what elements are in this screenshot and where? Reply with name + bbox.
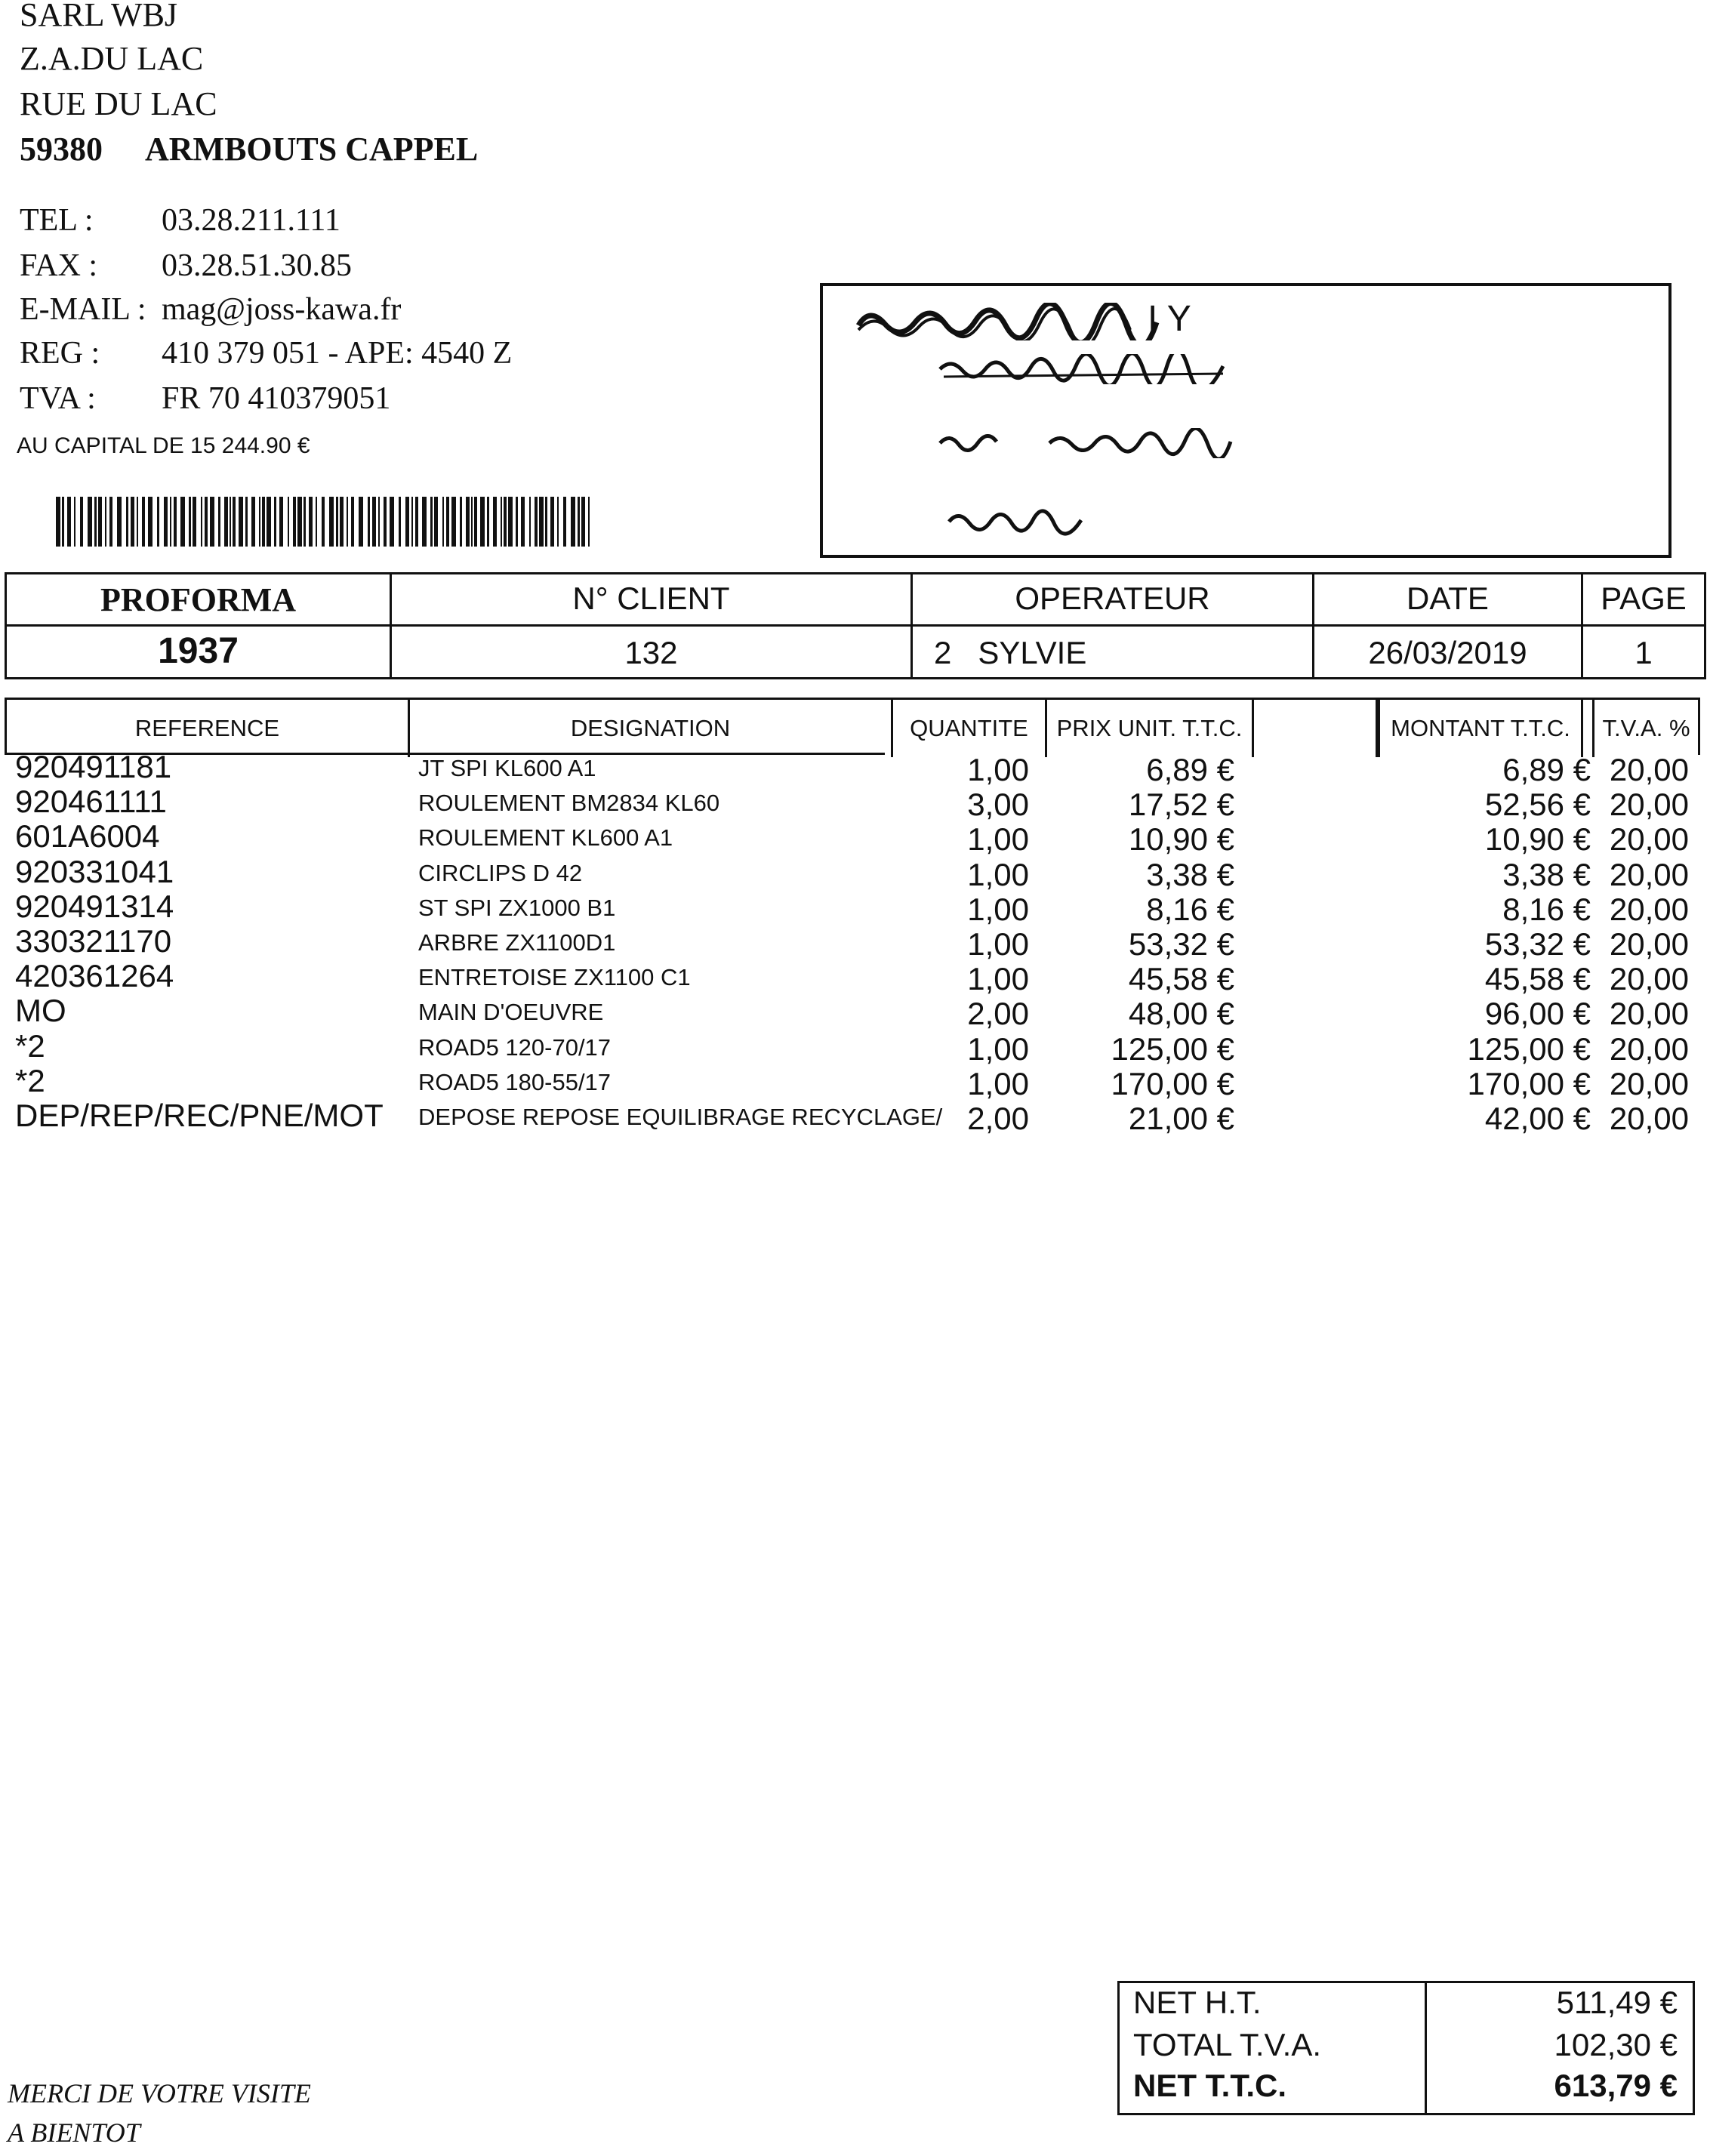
header-col-page xyxy=(1583,574,1704,677)
tva-cell: 20,00 xyxy=(1609,1101,1689,1136)
reference-cell: *2 xyxy=(15,1062,45,1098)
quantity-cell: 1,00 xyxy=(967,821,1029,858)
quantity-cell: 3,00 xyxy=(967,787,1029,823)
company-name: SARL WBJ xyxy=(20,0,178,33)
tva-cell: 20,00 xyxy=(1609,1065,1689,1101)
quantity-cell: 1,00 xyxy=(967,752,1029,787)
quantity-cell: 1,00 xyxy=(967,891,1029,927)
total-tva-label: TOTAL T.V.A. xyxy=(1133,2027,1322,2062)
col-blank xyxy=(1254,700,1378,757)
reference-cell: 420361264 xyxy=(15,958,174,994)
table-row xyxy=(0,853,1710,895)
designation-cell: ARBRE ZX1100D1 xyxy=(418,929,616,956)
tva-cell: 20,00 xyxy=(1609,891,1689,927)
designation-cell: ENTRETOISE ZX1100 C1 xyxy=(418,964,691,991)
company-address-line-2: RUE DU LAC xyxy=(20,85,217,122)
amount-cell: 45,58 € xyxy=(1484,961,1591,997)
col-tva: T.V.A. % xyxy=(1592,700,1698,757)
reference-cell: DEP/REP/REC/PNE/MOT xyxy=(15,1098,384,1133)
operateur-title: OPERATEUR xyxy=(1015,581,1210,616)
net-ttc-label: NET T.T.C. xyxy=(1133,2068,1287,2103)
redacted-address-scribble xyxy=(936,354,1231,384)
table-row xyxy=(0,1098,1710,1138)
thanks-line-2: A BIENTOT xyxy=(8,2118,140,2148)
amount-cell: 3,38 € xyxy=(1502,856,1591,892)
operateur-value: 2 SYLVIE xyxy=(934,635,1087,670)
quantity-cell: 1,00 xyxy=(967,856,1029,892)
quantity-cell: 2,00 xyxy=(967,996,1029,1032)
unit-price-cell: 8,16 € xyxy=(1146,891,1234,927)
date-value: 26/03/2019 xyxy=(1368,635,1527,670)
email-value: mag@joss-kawa.fr xyxy=(162,292,402,327)
company-city: ARMBOUTS CAPPEL xyxy=(145,131,479,168)
reference-cell: 920491181 xyxy=(15,749,172,784)
amount-cell: 10,90 € xyxy=(1484,821,1591,858)
tva-cell: 20,00 xyxy=(1609,996,1689,1032)
redacted-name-scribble xyxy=(855,303,1172,340)
quantity-cell: 1,00 xyxy=(967,1065,1029,1101)
header-col-date xyxy=(1314,574,1583,677)
col-montant: MONTANT T.T.C. xyxy=(1378,700,1583,757)
table-row xyxy=(0,784,1710,824)
unit-price-cell: 45,58 € xyxy=(1128,961,1234,997)
redacted-city-scribble xyxy=(936,428,1238,458)
amount-cell: 42,00 € xyxy=(1484,1101,1591,1136)
designation-cell: MAIN D'OEUVRE xyxy=(418,999,604,1026)
proforma-number: 1937 xyxy=(158,631,239,671)
col-reference: REFERENCE xyxy=(7,700,410,757)
thanks-line-1: MERCI DE VOTRE VISITE xyxy=(8,2078,311,2108)
table-row xyxy=(0,923,1710,964)
barcode-image xyxy=(56,497,592,547)
unit-price-cell: 17,52 € xyxy=(1128,787,1234,823)
page-value: 1 xyxy=(1635,635,1653,670)
amount-cell: 52,56 € xyxy=(1484,787,1591,823)
col-prix-unit: PRIX UNIT. T.T.C. xyxy=(1047,700,1254,757)
total-tva-value: 102,30 € xyxy=(1554,2027,1678,2062)
unit-price-cell: 10,90 € xyxy=(1128,821,1234,858)
email-label: E-MAIL : xyxy=(20,292,146,327)
tva-cell: 20,00 xyxy=(1609,821,1689,858)
customer-address-box xyxy=(820,283,1671,558)
tva-cell: 20,00 xyxy=(1609,752,1689,787)
designation-cell: CIRCLIPS D 42 xyxy=(418,859,583,886)
table-row xyxy=(0,1027,1710,1069)
table-row xyxy=(0,993,1710,1033)
company-capital: AU CAPITAL DE 15 244.90 € xyxy=(17,433,310,458)
header-col-operateur xyxy=(913,574,1314,677)
table-row xyxy=(0,888,1710,929)
table-row xyxy=(0,958,1710,999)
reference-cell: 601A6004 xyxy=(15,818,160,855)
unit-price-cell: 125,00 € xyxy=(1111,1030,1234,1067)
reference-cell: *2 xyxy=(15,1027,45,1064)
designation-cell: ROULEMENT KL600 A1 xyxy=(418,824,673,852)
unit-price-cell: 21,00 € xyxy=(1128,1101,1234,1136)
reg-value: 410 379 051 - APE: 4540 Z xyxy=(162,336,513,371)
table-row xyxy=(0,749,1710,790)
reference-cell: 330321170 xyxy=(15,923,172,959)
amount-cell: 96,00 € xyxy=(1484,996,1591,1032)
quantity-cell: 1,00 xyxy=(967,926,1029,962)
reference-cell: MO xyxy=(15,993,66,1029)
customer-name-fragment: I Y xyxy=(1148,299,1191,339)
tva-cell: 20,00 xyxy=(1609,926,1689,962)
quantity-cell: 1,00 xyxy=(967,1030,1029,1067)
unit-price-cell: 170,00 € xyxy=(1111,1065,1234,1101)
items-table-header xyxy=(5,698,1700,755)
fax-value: 03.28.51.30.85 xyxy=(162,248,352,283)
reference-cell: 920491314 xyxy=(15,888,174,924)
col-quantite: QUANTITE xyxy=(893,700,1047,757)
proforma-title: PROFORMA xyxy=(100,581,297,618)
page-title: PAGE xyxy=(1601,581,1687,616)
client-title: N° CLIENT xyxy=(572,581,730,616)
designation-cell: DEPOSE REPOSE EQUILIBRAGE RECYCLAGE/ xyxy=(418,1104,943,1130)
tva-value: FR 70 410379051 xyxy=(162,381,391,416)
designation-cell: ROAD5 120-70/17 xyxy=(418,1033,612,1061)
net-ttc-value: 613,79 € xyxy=(1554,2068,1678,2103)
reference-cell: 920461111 xyxy=(15,784,167,820)
tel-label: TEL : xyxy=(20,203,94,238)
quantity-cell: 1,00 xyxy=(967,961,1029,997)
tva-cell: 20,00 xyxy=(1609,1030,1689,1067)
unit-price-cell: 53,32 € xyxy=(1128,926,1234,962)
date-title: DATE xyxy=(1407,581,1489,616)
designation-cell: ROULEMENT BM2834 KL60 xyxy=(418,790,720,817)
company-postcode: 59380 xyxy=(20,131,103,168)
unit-price-cell: 48,00 € xyxy=(1128,996,1234,1032)
document-header-table xyxy=(5,572,1706,679)
quantity-cell: 2,00 xyxy=(967,1101,1029,1136)
totals-box xyxy=(1117,1981,1695,2115)
header-col-client xyxy=(392,574,913,677)
reference-cell: 920331041 xyxy=(15,853,174,889)
tel-value: 03.28.211.111 xyxy=(162,203,340,238)
tva-cell: 20,00 xyxy=(1609,856,1689,892)
header-col-proforma xyxy=(7,574,392,677)
amount-cell: 8,16 € xyxy=(1502,891,1591,927)
redacted-postcode-scribble xyxy=(945,507,1096,537)
tva-cell: 20,00 xyxy=(1609,787,1689,823)
net-ht-value: 511,49 € xyxy=(1556,1985,1678,2020)
net-ht-label: NET H.T. xyxy=(1133,1985,1262,2020)
col-designation: DESIGNATION xyxy=(410,700,893,757)
amount-cell: 170,00 € xyxy=(1467,1065,1591,1101)
tva-label: TVA : xyxy=(20,381,96,416)
designation-cell: JT SPI KL600 A1 xyxy=(418,755,596,781)
table-row xyxy=(0,818,1710,859)
designation-cell: ROAD5 180-55/17 xyxy=(418,1068,612,1095)
amount-cell: 125,00 € xyxy=(1467,1030,1591,1067)
unit-price-cell: 6,89 € xyxy=(1146,752,1234,787)
amount-cell: 6,89 € xyxy=(1502,752,1591,787)
fax-label: FAX : xyxy=(20,248,98,283)
unit-price-cell: 3,38 € xyxy=(1146,856,1234,892)
company-address-line-1: Z.A.DU LAC xyxy=(20,40,204,77)
reg-label: REG : xyxy=(20,336,100,371)
designation-cell: ST SPI ZX1000 B1 xyxy=(418,894,616,921)
tva-cell: 20,00 xyxy=(1609,961,1689,997)
amount-cell: 53,32 € xyxy=(1484,926,1591,962)
client-number: 132 xyxy=(624,635,678,670)
